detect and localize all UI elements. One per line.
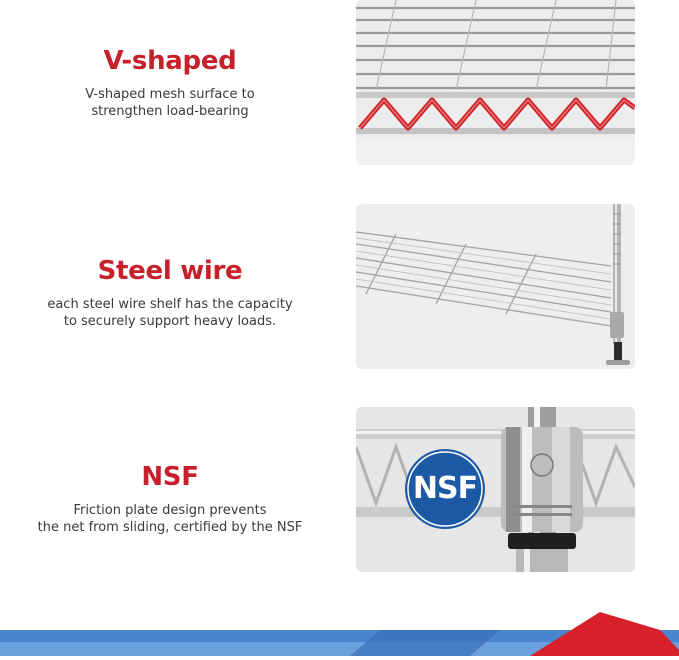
steel-wire-shelf-photo: [356, 204, 635, 369]
feature-desc-line-1: V-shaped mesh surface to: [85, 87, 255, 102]
feature-description: [0, 296, 340, 330]
feature-title: Steel wire: [97, 256, 243, 286]
feature-description: [0, 502, 340, 536]
feature-v-shaped: [0, 46, 340, 120]
feature-title: NSF: [141, 462, 199, 492]
feature-desc-line-1: Friction plate design prevents: [73, 503, 267, 518]
nsf-friction-plate-photo: [356, 407, 635, 572]
decorative-footer-banner: [0, 612, 679, 656]
feature-description: [0, 86, 340, 120]
nsf-logo-text: NSF: [412, 471, 478, 506]
feature-title: V-shaped: [103, 46, 237, 76]
feature-desc-line-2: strengthen load-bearing: [91, 104, 249, 119]
nsf-logo: [404, 448, 486, 530]
feature-steel-wire: [0, 256, 340, 330]
v-shaped-mesh-photo: [356, 0, 635, 165]
feature-nsf: [0, 462, 340, 536]
feature-desc-line-2: the net from sliding, certified by the NSF: [37, 520, 303, 535]
feature-desc-line-1: each steel wire shelf has the capacity: [47, 297, 293, 312]
feature-desc-line-2: to securely support heavy loads.: [63, 314, 277, 329]
